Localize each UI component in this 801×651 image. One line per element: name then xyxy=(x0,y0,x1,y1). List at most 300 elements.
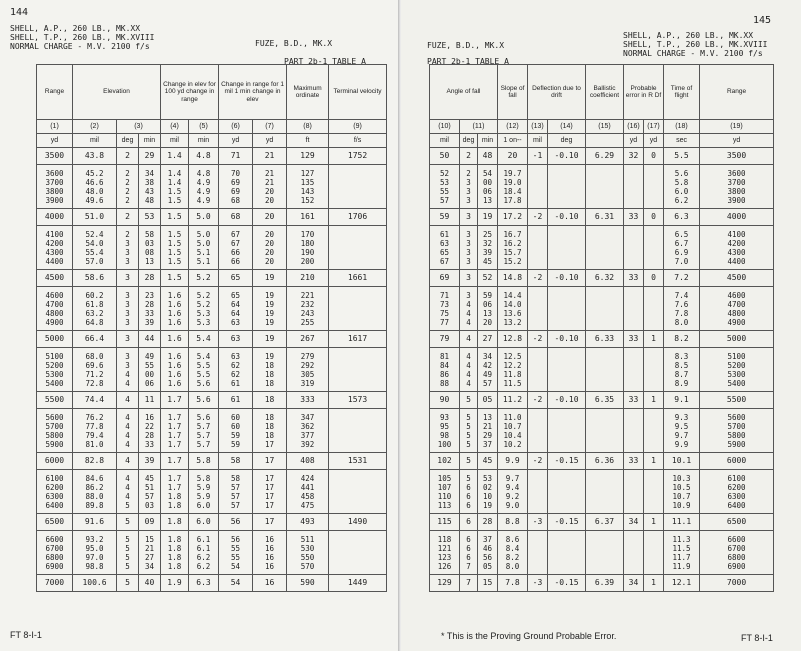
cell-value: 5700 xyxy=(727,421,746,431)
table-cell xyxy=(430,409,460,453)
table-cell: 6.32 xyxy=(586,270,624,287)
table-cell: -2 xyxy=(528,331,548,348)
cell-value: 3 xyxy=(466,238,471,248)
cell-value: 4 xyxy=(466,308,471,318)
table-cell: 61 xyxy=(219,392,253,409)
table-cell xyxy=(528,470,548,514)
table-cell xyxy=(287,531,329,575)
cell-value: 5 xyxy=(466,421,471,431)
cell-value: 88 xyxy=(439,378,450,388)
cell-value xyxy=(586,474,623,483)
cell-value xyxy=(586,309,623,318)
table-cell xyxy=(430,348,460,392)
table-cell xyxy=(644,165,664,209)
cell-value: 15.7 xyxy=(503,247,522,257)
cell-value: 6300 xyxy=(45,491,64,501)
cell-value: 4200 xyxy=(727,238,746,248)
unit-label: min xyxy=(478,134,498,148)
table-cell: 71 xyxy=(219,148,253,165)
cell-value: 4800 xyxy=(45,308,64,318)
cell-value xyxy=(644,187,663,196)
table-cell: 6.31 xyxy=(586,209,624,226)
cell-value: 11.9 xyxy=(672,561,691,571)
cell-value: 550 xyxy=(300,552,315,562)
table-cell xyxy=(498,348,528,392)
cell-value: 57 xyxy=(231,491,241,501)
cell-value xyxy=(644,501,663,510)
cell-value xyxy=(528,196,547,205)
cell-value xyxy=(586,257,623,266)
table-cell xyxy=(73,287,117,331)
cell-value: 3 xyxy=(125,290,130,300)
cell-value xyxy=(548,352,585,361)
cell-value: 9.5 xyxy=(674,421,689,431)
table-cell xyxy=(37,470,73,514)
cell-value: 8.2 xyxy=(505,552,520,562)
table-cell xyxy=(253,470,287,514)
cell-value: 17 xyxy=(265,482,275,492)
table-cell: 34 xyxy=(624,575,644,592)
cell-value: 6.0 xyxy=(674,186,689,196)
cell-value: 305 xyxy=(300,369,315,379)
cell-value xyxy=(548,248,585,257)
cell-value: 5 xyxy=(466,412,471,422)
table-cell: 28 xyxy=(478,514,498,531)
cell-value: 16 xyxy=(265,552,275,562)
cell-value: 69 xyxy=(231,177,241,187)
cell-value xyxy=(548,553,585,562)
table-cell: 333 xyxy=(287,392,329,409)
cell-value xyxy=(528,501,547,510)
table-cell: 4000 xyxy=(37,209,73,226)
cell-value: 1.6 xyxy=(167,369,182,379)
cell-value: 8.4 xyxy=(505,543,520,553)
cell-value: 6600 xyxy=(45,534,64,544)
table-cell xyxy=(161,348,189,392)
table-cell xyxy=(139,165,161,209)
cell-value: 6100 xyxy=(45,473,64,483)
cell-value: 19 xyxy=(265,351,275,361)
cell-value: 5200 xyxy=(45,360,64,370)
table-cell xyxy=(253,287,287,331)
table-cell xyxy=(329,470,387,514)
table-cell: 19 xyxy=(253,270,287,287)
cell-value xyxy=(586,440,623,449)
cell-value xyxy=(548,196,585,205)
cell-value: 45 xyxy=(482,256,493,266)
table-cell: 2 xyxy=(460,148,478,165)
table-cell: 1706 xyxy=(329,209,387,226)
table-cell xyxy=(664,470,700,514)
table-cell xyxy=(219,409,253,453)
table-cell xyxy=(478,226,498,270)
cell-value: 57 xyxy=(144,491,155,501)
table-cell: 82.8 xyxy=(73,453,117,470)
cell-value: 1.6 xyxy=(167,290,182,300)
unit-label: mil xyxy=(73,134,117,148)
cell-value: 4 xyxy=(125,491,130,501)
table-cell: 590 xyxy=(287,575,329,592)
cell-value xyxy=(528,379,547,388)
cell-value: 13 xyxy=(482,308,493,318)
cell-value: 121 xyxy=(437,543,452,553)
cell-value: 34 xyxy=(482,351,493,361)
cell-value: 1.7 xyxy=(167,412,182,422)
table-cell: 5.0 xyxy=(189,209,219,226)
cell-value: 6.2 xyxy=(196,561,211,571)
table-cell: 210 xyxy=(287,270,329,287)
cell-value: 06 xyxy=(144,378,155,388)
cell-value: 54 xyxy=(231,561,241,571)
cell-value: 5.7 xyxy=(196,421,211,431)
table-cell xyxy=(548,287,586,331)
cell-value xyxy=(548,361,585,370)
title-line: SHELL, T.P., 260 LB., MK.XVIII xyxy=(10,33,155,42)
cell-value: 1.4 xyxy=(167,168,182,178)
cell-value: 5.2 xyxy=(196,299,211,309)
cell-value: 6 xyxy=(466,534,471,544)
table-cell xyxy=(189,348,219,392)
cell-value: 4 xyxy=(466,317,471,327)
cell-value: 143 xyxy=(300,186,315,196)
cell-value: 5600 xyxy=(727,412,746,422)
cell-value xyxy=(329,379,386,388)
cell-value xyxy=(548,501,585,510)
cell-value: 93.2 xyxy=(85,534,104,544)
cell-value: 18 xyxy=(265,369,275,379)
part-label: PART 2b-1 TABLE A xyxy=(284,57,366,66)
table-cell xyxy=(528,409,548,453)
cell-value: 4.8 xyxy=(196,168,211,178)
page-number: 144 xyxy=(10,7,29,18)
cell-value xyxy=(329,257,386,266)
table-cell: -3 xyxy=(528,514,548,531)
table-cell xyxy=(329,348,387,392)
table-row-group xyxy=(37,287,387,331)
cell-value: 19.0 xyxy=(503,177,522,187)
cell-value: 4 xyxy=(125,439,130,449)
cell-value: 4 xyxy=(125,412,130,422)
table-cell: 7 xyxy=(460,575,478,592)
cell-value xyxy=(329,352,386,361)
table-cell: -0.15 xyxy=(548,453,586,470)
table-cell xyxy=(161,165,189,209)
cell-value: 10.2 xyxy=(503,439,522,449)
table-cell xyxy=(478,287,498,331)
cell-value: 2 xyxy=(466,168,471,178)
cell-value: 5.9 xyxy=(196,482,211,492)
cell-value: 5200 xyxy=(727,360,746,370)
cell-value xyxy=(329,440,386,449)
table-cell: -2 xyxy=(528,209,548,226)
cell-value: 6700 xyxy=(45,543,64,553)
cell-value: 57 xyxy=(439,195,450,205)
table-cell: 9.1 xyxy=(664,392,700,409)
cell-value xyxy=(528,431,547,440)
cell-value: 3600 xyxy=(727,168,746,178)
table-cell xyxy=(644,409,664,453)
cell-value xyxy=(624,431,643,440)
cell-value: 7.4 xyxy=(674,290,689,300)
table-cell: -1 xyxy=(528,148,548,165)
cell-value xyxy=(624,483,643,492)
footnote: * This is the Proving Ground Probable Error. xyxy=(441,631,617,641)
cell-value: 19.7 xyxy=(503,168,522,178)
table-row-group xyxy=(430,165,774,209)
table-cell: 50 xyxy=(430,148,460,165)
col-number: (8) xyxy=(287,120,329,134)
table-cell: 129 xyxy=(287,148,329,165)
table-cell: 5000 xyxy=(37,331,73,348)
unit-label: ft xyxy=(287,134,329,148)
cell-value xyxy=(644,431,663,440)
cell-value: 45 xyxy=(144,473,155,483)
col-number: (5) xyxy=(189,120,219,134)
cell-value: 9.0 xyxy=(505,500,520,510)
cell-value xyxy=(586,535,623,544)
cell-value: 29 xyxy=(482,430,493,440)
cell-value: 5 xyxy=(125,500,130,510)
cell-value: 69 xyxy=(231,186,241,196)
cell-value: 570 xyxy=(300,561,315,571)
cell-value: 5100 xyxy=(45,351,64,361)
cell-value: 17.8 xyxy=(503,195,522,205)
table-cell: -2 xyxy=(528,392,548,409)
cell-value: 20 xyxy=(265,195,275,205)
table-cell: 53 xyxy=(139,209,161,226)
cell-value xyxy=(528,230,547,239)
cell-value: 5100 xyxy=(727,351,746,361)
table-cell: 0 xyxy=(644,148,664,165)
cell-value: 4 xyxy=(125,430,130,440)
table-cell: -0.10 xyxy=(548,392,586,409)
table-cell xyxy=(548,531,586,575)
cell-value: 1.5 xyxy=(167,229,182,239)
table-cell: 1.6 xyxy=(161,331,189,348)
cell-value xyxy=(329,501,386,510)
table-cell: 20 xyxy=(253,209,287,226)
table-cell: 58 xyxy=(219,453,253,470)
header-ballistic-coefficient: Ballistic coefficient xyxy=(586,65,624,120)
cell-value: 6900 xyxy=(727,561,746,571)
cell-value: 100 xyxy=(437,439,452,449)
cell-value: 4 xyxy=(125,369,130,379)
cell-value: 86.2 xyxy=(85,482,104,492)
cell-value xyxy=(586,291,623,300)
cell-value: 5400 xyxy=(727,378,746,388)
table-cell: 5.5 xyxy=(664,148,700,165)
cell-value: 4.9 xyxy=(196,195,211,205)
cell-value: 4600 xyxy=(45,290,64,300)
cell-value: 3800 xyxy=(45,186,64,196)
table-cell: 12.1 xyxy=(664,575,700,592)
table-cell xyxy=(253,348,287,392)
unit-label: yd xyxy=(700,134,774,148)
cell-value xyxy=(548,422,585,431)
cell-value: 37 xyxy=(482,534,493,544)
title-line: NORMAL CHARGE - M.V. 2100 f/s xyxy=(10,42,150,51)
cell-value: 5 xyxy=(125,561,130,571)
cell-value: 84 xyxy=(439,360,450,370)
cell-value: 18 xyxy=(265,421,275,431)
table-cell: 6500 xyxy=(37,514,73,531)
cell-value: 2 xyxy=(125,195,130,205)
table-cell: 17 xyxy=(253,514,287,531)
cell-value: 5 xyxy=(125,534,130,544)
cell-value: 52 xyxy=(439,168,450,178)
cell-value: 88.0 xyxy=(85,491,104,501)
cell-value xyxy=(548,291,585,300)
cell-value xyxy=(644,492,663,501)
firing-table-left xyxy=(36,64,387,592)
table-cell: 3 xyxy=(117,270,139,287)
table-cell xyxy=(498,531,528,575)
cell-value: 5 xyxy=(125,543,130,553)
cell-value: 32 xyxy=(482,238,493,248)
cell-value: 70 xyxy=(231,168,241,178)
title-line: NORMAL CHARGE - M.V. 2100 f/s xyxy=(623,49,763,58)
cell-value: 60 xyxy=(231,412,241,422)
table-cell xyxy=(430,226,460,270)
table-cell xyxy=(528,226,548,270)
table-cell xyxy=(37,226,73,270)
table-cell: 54 xyxy=(219,575,253,592)
cell-value: 20 xyxy=(482,317,493,327)
table-cell xyxy=(139,287,161,331)
table-cell: 5.4 xyxy=(189,331,219,348)
cell-value: 1.6 xyxy=(167,378,182,388)
cell-value xyxy=(586,169,623,178)
cell-value: 458 xyxy=(300,491,315,501)
cell-value: 19 xyxy=(265,290,275,300)
unit-label: mil xyxy=(430,134,460,148)
table-cell xyxy=(498,226,528,270)
cell-value: 62 xyxy=(231,369,241,379)
table-cell: -2 xyxy=(528,270,548,287)
table-cell: 79 xyxy=(430,331,460,348)
table-cell xyxy=(139,470,161,514)
cell-value xyxy=(528,422,547,431)
cell-value: 54 xyxy=(482,168,493,178)
table-cell xyxy=(37,287,73,331)
cell-value xyxy=(528,440,547,449)
cell-value: 15.2 xyxy=(503,256,522,266)
table-cell xyxy=(329,226,387,270)
table-cell xyxy=(624,348,644,392)
cell-value: 10.4 xyxy=(503,430,522,440)
cell-value: 61 xyxy=(231,378,241,388)
cell-value: 6 xyxy=(466,500,471,510)
table-cell: 267 xyxy=(287,331,329,348)
cell-value xyxy=(329,492,386,501)
cell-value: 3 xyxy=(466,195,471,205)
cell-value: 97.0 xyxy=(85,552,104,562)
cell-value: 10 xyxy=(482,491,493,501)
cell-value: 58 xyxy=(144,229,155,239)
table-cell: 5 xyxy=(460,392,478,409)
table-cell: 1752 xyxy=(329,148,387,165)
cell-value: 75 xyxy=(439,308,450,318)
cell-value: 57 xyxy=(231,482,241,492)
unit-label: deg xyxy=(548,134,586,148)
cell-value: 1.6 xyxy=(167,308,182,318)
cell-value xyxy=(528,562,547,571)
cell-value xyxy=(586,300,623,309)
cell-value: 34 xyxy=(144,561,155,571)
cell-value: 10.3 xyxy=(672,473,691,483)
table-cell: 33 xyxy=(624,270,644,287)
cell-value xyxy=(548,492,585,501)
table-cell: 5 xyxy=(117,575,139,592)
cell-value xyxy=(644,440,663,449)
table-cell: 6.0 xyxy=(189,514,219,531)
footer: FT 8-I-1 xyxy=(10,630,42,640)
cell-value: 8.0 xyxy=(674,317,689,327)
cell-value: 67 xyxy=(439,256,450,266)
cell-value: 16 xyxy=(265,534,275,544)
table-cell: 09 xyxy=(139,514,161,531)
cell-value: 6900 xyxy=(45,561,64,571)
cell-value: 232 xyxy=(300,299,315,309)
table-cell: 3 xyxy=(117,331,139,348)
table-cell: 33 xyxy=(624,331,644,348)
cell-value: 180 xyxy=(300,238,315,248)
cell-value: 58 xyxy=(231,473,241,483)
table-cell xyxy=(73,348,117,392)
cell-value: 6300 xyxy=(727,491,746,501)
cell-value: 3 xyxy=(125,360,130,370)
cell-value: 55.4 xyxy=(85,247,104,257)
cell-value: 1.8 xyxy=(167,491,182,501)
table-cell xyxy=(548,409,586,453)
cell-value: 6.9 xyxy=(674,247,689,257)
table-cell xyxy=(498,287,528,331)
table-cell: 5 xyxy=(117,514,139,531)
cell-value: 71.2 xyxy=(85,369,104,379)
table-cell xyxy=(700,348,774,392)
cell-value: 5 xyxy=(125,552,130,562)
cell-value: 65 xyxy=(439,247,450,257)
table-cell xyxy=(700,531,774,575)
cell-value: 6.1 xyxy=(196,534,211,544)
cell-value: 3800 xyxy=(727,186,746,196)
cell-value: 16 xyxy=(265,543,275,553)
cell-value: 4400 xyxy=(727,256,746,266)
cell-value xyxy=(528,544,547,553)
table-cell: 1661 xyxy=(329,270,387,287)
cell-value: 6600 xyxy=(727,534,746,544)
table-cell xyxy=(478,165,498,209)
cell-value xyxy=(329,309,386,318)
cell-value: 1.7 xyxy=(167,439,182,449)
table-cell xyxy=(498,409,528,453)
table-cell: 5.8 xyxy=(189,453,219,470)
cell-value: 28 xyxy=(144,299,155,309)
table-cell xyxy=(287,348,329,392)
cell-value: 33 xyxy=(144,439,155,449)
cell-value: 3 xyxy=(466,177,471,187)
table-cell xyxy=(664,348,700,392)
table-cell: 6.3 xyxy=(664,209,700,226)
table-cell: 1.7 xyxy=(161,392,189,409)
table-cell xyxy=(219,165,253,209)
table-cell xyxy=(117,226,139,270)
col-number: (15) xyxy=(586,120,624,134)
table-row-group xyxy=(430,348,774,392)
cell-value: 126 xyxy=(437,561,452,571)
cell-value: 39 xyxy=(144,317,155,327)
table-cell xyxy=(528,165,548,209)
